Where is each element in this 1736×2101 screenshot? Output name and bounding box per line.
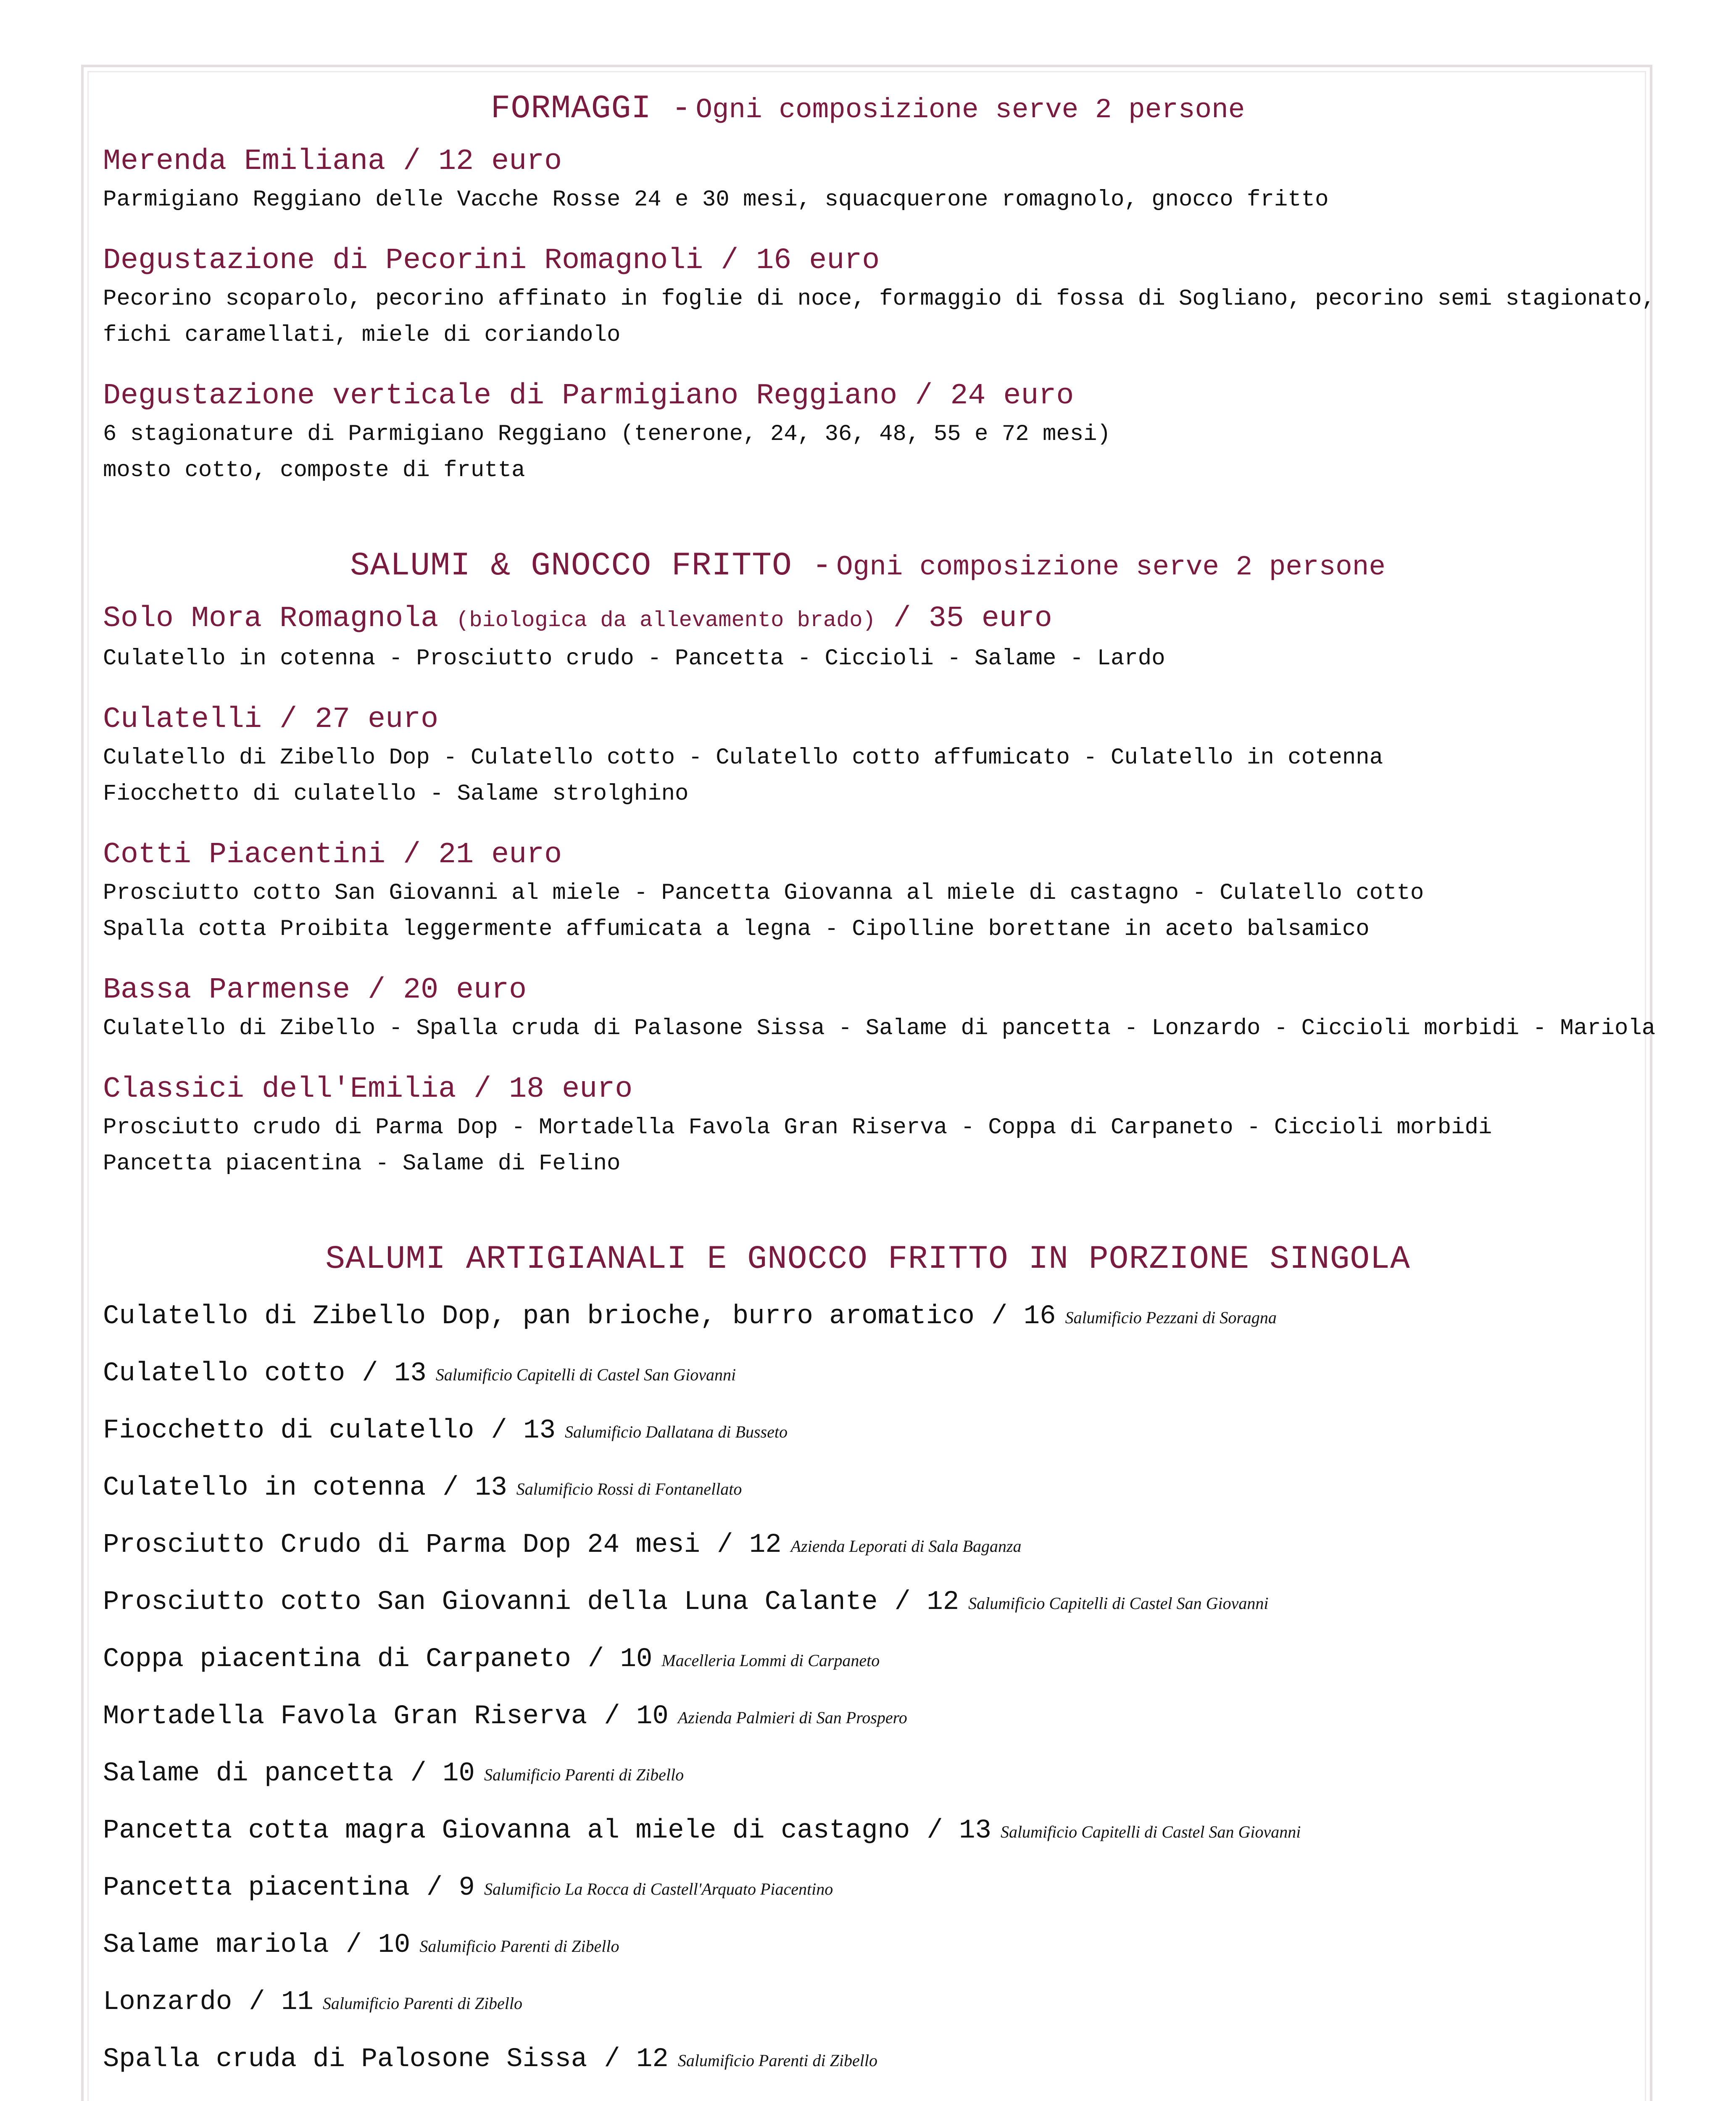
item-name: Fiocchetto di culatello [103, 1416, 474, 1446]
single-portion-item [103, 1639, 1633, 1696]
item-description: Parmigiano Reggiano delle Vacche Rosse 24 e 30 mesi, squacquerone romagnolo, gnocco fritto [103, 187, 1329, 213]
item-price: / 10 [587, 1644, 653, 1674]
item-description: Prosciutto crudo di Parma Dop - Mortadella Favola Gran Riserva - Coppa di Carpaneto - Ciccioli morbidi [103, 1115, 1492, 1140]
item-description: Fiocchetto di culatello - Salame strolghino [103, 781, 689, 807]
single-portion-item [103, 2039, 1633, 2096]
item-description: Spalla cotta Proibita leggermente affumicata a legna - Cipolline borettane in aceto balsamico [103, 916, 1370, 942]
item-producer: Azienda Palmieri di San Prospero [677, 1708, 907, 1727]
item-description: Prosciutto cotto San Giovanni al miele - Pancetta Giovanna al miele di castagno - Culatello cotto [103, 880, 1424, 906]
item-price: / 9 [426, 1873, 475, 1903]
item-producer: Salumificio Parenti di Zibello [419, 1937, 619, 1956]
item-price: / 10 [604, 1701, 669, 1732]
item-title: Cotti Piacentini / 21 euro [103, 838, 562, 871]
item-producer: Salumificio Dallatana di Busseto [564, 1422, 788, 1441]
item-name: Pancetta cotta magra Giovanna al miele di castagno [103, 1816, 910, 1846]
item-producer: Salumificio Parenti di Zibello [322, 1994, 523, 2013]
single-portion-item [103, 2096, 1633, 2101]
item-name: Spalla cruda di Palosone Sissa [103, 2044, 587, 2075]
item-name: Salame di pancetta [103, 1759, 394, 1789]
item-price: / 12 [894, 1587, 959, 1617]
item-description: Culatello in cotenna - Prosciutto crudo - Pancetta - Ciccioli - Salame - Lardo [103, 646, 1165, 671]
item-name: Mortadella Favola Gran Riserva [103, 1701, 587, 1732]
item-title-note: (biologica da allevamento brado) [456, 608, 876, 633]
item-price: / 13 [362, 1359, 427, 1389]
item-price: / 13 [491, 1416, 556, 1446]
menu-item [103, 970, 1656, 1047]
item-producer: Salumificio Capitelli di Castel San Giovanni [435, 1365, 736, 1384]
section-title-salumi [103, 548, 1633, 584]
single-portion-item [103, 1353, 1633, 1411]
item-title: Culatelli / 27 euro [103, 703, 439, 736]
item-name: Salame mariola [103, 1930, 329, 1960]
item-description: 6 stagionature di Parmigiano Reggiano (tenerone, 24, 36, 48, 55 e 72 mesi) [103, 421, 1111, 447]
item-name: Pancetta piacentina [103, 1873, 410, 1903]
menu-item [103, 142, 1633, 218]
item-price: / 10 [345, 1930, 411, 1960]
item-producer: Salumificio La Rocca di Castell'Arquato Piacentino [484, 1880, 833, 1898]
item-price: / 12 [717, 1530, 782, 1560]
item-title [103, 599, 1633, 641]
single-portion-item [103, 1696, 1633, 1753]
single-portion-item [103, 1411, 1633, 1468]
item-producer: Salumificio Capitelli di Castel San Giovanni [1000, 1822, 1301, 1841]
item-name: Culatello di Zibello Dop, pan brioche, burro aromatico [103, 1301, 975, 1332]
single-portion-item [103, 1582, 1633, 1639]
single-portion-list [103, 1296, 1633, 2101]
single-portion-item [103, 1982, 1633, 2039]
item-producer: Salumificio Parenti di Zibello [677, 2051, 877, 2070]
item-producer: Macelleria Lommi di Carpaneto [661, 1651, 880, 1670]
section-subtitle: Ogni composizione serve 2 persone [695, 94, 1245, 126]
item-title: Bassa Parmense / 20 euro [103, 974, 527, 1007]
item-price: / 12 [604, 2044, 669, 2075]
item-producer: Azienda Leporati di Sala Baganza [790, 1537, 1022, 1556]
item-name: Prosciutto Crudo di Parma Dop 24 mesi [103, 1530, 701, 1560]
menu-item [103, 376, 1633, 489]
item-name: Culatello in cotenna [103, 1473, 426, 1503]
item-price: / 13 [443, 1473, 507, 1503]
item-description: Culatello di Zibello - Spalla cruda di Palasone Sissa - Salame di pancetta - Lonzardo - Ciccioli morbidi - Mariola [103, 1016, 1656, 1041]
single-portion-item [103, 1811, 1633, 1868]
item-name: Coppa piacentina di Carpaneto [103, 1644, 571, 1674]
item-title: Degustazione di Pecorini Romagnoli / 16 euro [103, 244, 880, 277]
section-heading: FORMAGGI - [490, 90, 692, 127]
item-description: Pancetta piacentina - Salame di Felino [103, 1151, 621, 1177]
item-title-name: Solo Mora Romagnola [103, 602, 439, 635]
item-producer: Salumificio Rossi di Fontanellato [516, 1480, 742, 1498]
item-name: Culatello cotto [103, 1359, 345, 1389]
single-portion-item [103, 1753, 1633, 1811]
item-name: Lonzardo [103, 1987, 232, 2017]
menu-item [103, 241, 1656, 353]
item-description: mosto cotto, composte di frutta [103, 458, 525, 483]
section-title-singola [103, 1241, 1633, 1278]
item-description: Pecorino scoparolo, pecorino affinato in foglie di noce, formaggio di fossa di Sogliano, pecorino semi stagionato, [103, 286, 1656, 312]
menu-content [103, 90, 1656, 2101]
menu-item [103, 700, 1633, 812]
item-title: Merenda Emiliana / 12 euro [103, 145, 562, 178]
item-price: / 10 [410, 1759, 475, 1789]
item-title: Classici dell'Emilia / 18 euro [103, 1073, 633, 1106]
item-price: / 16 [991, 1301, 1056, 1332]
single-portion-item [103, 1468, 1633, 1525]
single-portion-item [103, 1296, 1633, 1353]
section-heading: SALUMI ARTIGIANALI E GNOCCO FRITTO IN PORZIONE SINGOLA [325, 1241, 1410, 1278]
section-subtitle: Ogni composizione serve 2 persone [836, 551, 1386, 583]
menu-item [103, 835, 1633, 948]
single-portion-item [103, 1525, 1633, 1582]
single-portion-item [103, 1925, 1633, 1982]
item-producer: Salumificio Capitelli di Castel San Giovanni [968, 1594, 1269, 1613]
item-name: Prosciutto cotto San Giovanni della Luna Calante [103, 1587, 878, 1617]
single-portion-item [103, 1868, 1633, 1925]
item-title: Degustazione verticale di Parmigiano Reggiano / 24 euro [103, 379, 1074, 413]
menu-item [103, 599, 1633, 677]
menu-item [103, 1069, 1633, 1182]
section-heading: SALUMI & GNOCCO FRITTO - [350, 548, 832, 584]
item-price: / 13 [927, 1816, 991, 1846]
item-producer: Salumificio Parenti di Zibello [484, 1765, 684, 1784]
item-producer: Salumificio Pezzani di Soragna [1065, 1308, 1277, 1327]
item-price: / 11 [249, 1987, 313, 2017]
item-description: Culatello di Zibello Dop - Culatello cotto - Culatello cotto affumicato - Culatello in cotenna [103, 745, 1383, 771]
section-title-formaggi [103, 90, 1633, 127]
item-description: fichi caramellati, miele di coriandolo [103, 322, 621, 348]
item-title-price: / 35 euro [893, 602, 1052, 635]
